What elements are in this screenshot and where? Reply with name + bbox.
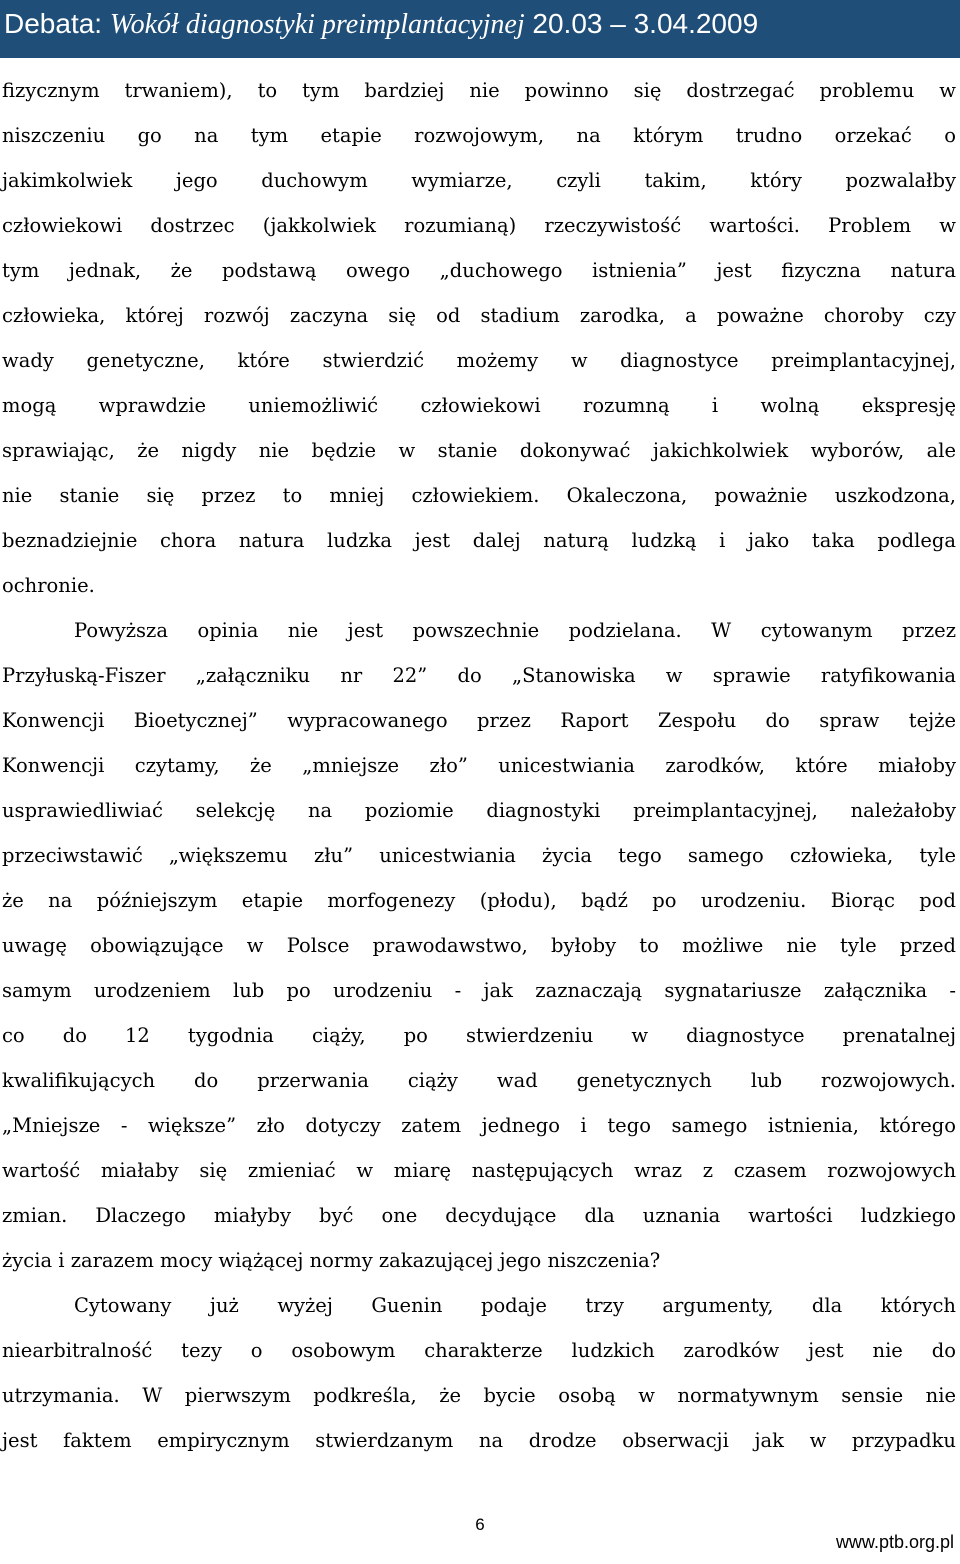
text-line: ochronie. bbox=[2, 574, 95, 597]
header-bar bbox=[0, 0, 960, 58]
text-line: nie stanie się przez to mniej człowiekiem. Okaleczona, poważnie uszkodzona, bbox=[2, 484, 956, 507]
text-line: uwagę obowiązujące w Polsce prawodawstwo, byłoby to możliwe nie tyle przed bbox=[2, 934, 956, 957]
text-line: niszczeniu go na tym etapie rozwojowym, na którym trudno orzekać o bbox=[2, 124, 956, 147]
text-line: beznadziejnie chora natura ludzka jest dalej naturą ludzką i jako taka podlega bbox=[2, 529, 956, 552]
text-line: życia i zarazem mocy wiążącej normy zakazującej jego niszczenia? bbox=[2, 1249, 661, 1272]
text-line: mogą wprawdzie uniemożliwić człowiekowi rozumną i wolną ekspresję bbox=[2, 394, 956, 417]
text-line: jest faktem empirycznym stwierdzanym na drodze obserwacji jak w przypadku bbox=[2, 1429, 956, 1452]
page-number: 6 bbox=[475, 1515, 485, 1534]
text-line: tym jednak, że podstawą owego „duchowego istnienia” jest fizyczna natura bbox=[2, 259, 956, 282]
text-line: że na późniejszym etapie morfogenezy (płodu), bądź po urodzeniu. Biorąc pod bbox=[2, 889, 956, 912]
text-line: sprawiając, że nigdy nie będzie w stanie dokonywać jakichkolwiek wyborów, ale bbox=[2, 439, 956, 462]
header-dates: 20.03 – 3.04.2009 bbox=[524, 8, 759, 39]
text-line: jakimkolwiek jego duchowym wymiarze, czyli takim, który pozwalałby bbox=[2, 169, 956, 192]
text-line: człowiekowi dostrzec (jakkolwiek rozumianą) rzeczywistość wartości. Problem w bbox=[2, 214, 956, 237]
text-line: Konwencji czytamy, że „mniejsze zło” unicestwiania zarodków, które miałoby bbox=[2, 754, 956, 777]
text-line: Cytowany już wyżej Guenin podaje trzy argumenty, dla których bbox=[74, 1294, 956, 1317]
text-line: usprawiedliwiać selekcję na poziomie diagnostyki preimplantacyjnej, należałoby bbox=[2, 799, 956, 822]
text-line: fizycznym trwaniem), to tym bardziej nie powinno się dostrzegać problemu w bbox=[2, 79, 956, 102]
text-line: kwalifikujących do przerwania ciąży wad genetycznych lub rozwojowych. bbox=[2, 1069, 956, 1092]
text-line: Przyłuską-Fiszer „załączniku nr 22” do „Stanowiska w sprawie ratyfikowania bbox=[2, 664, 956, 687]
text-line: „Mniejsze - większe” zło dotyczy zatem jednego i tego samego istnienia, którego bbox=[2, 1114, 956, 1137]
header-title-italic: Wokół diagnostyki preimplantacyjnej bbox=[109, 9, 525, 40]
site-url: www.ptb.org.pl bbox=[835, 1532, 954, 1552]
text-line: wartość miałaby się zmieniać w miarę następujących wraz z czasem rozwojowych bbox=[2, 1159, 956, 1182]
text-line: co do 12 tygodnia ciąży, po stwierdzeniu w diagnostyce prenatalnej bbox=[2, 1024, 956, 1047]
body-text bbox=[2, 68, 956, 1463]
text-line: Powyższa opinia nie jest powszechnie podzielana. W cytowanym przez bbox=[74, 619, 956, 642]
text-line: wady genetyczne, które stwierdzić możemy w diagnostyce preimplantacyjnej, bbox=[2, 349, 956, 372]
text-line: samym urodzeniem lub po urodzeniu - jak zaznaczają sygnatariusze załącznika - bbox=[2, 979, 956, 1002]
text-line: zmian. Dlaczego miałyby być one decydujące dla uznania wartości ludzkiego bbox=[2, 1204, 956, 1227]
text-line: człowieka, której rozwój zaczyna się od stadium zarodka, a poważne choroby czy bbox=[2, 304, 956, 327]
text-line: utrzymania. W pierwszym podkreśla, że bycie osobą w normatywnym sensie nie bbox=[2, 1384, 956, 1407]
text-line: niearbitralność tezy o osobowym charakterze ludzkich zarodków jest nie do bbox=[2, 1339, 956, 1362]
text-line: przeciwstawić „większemu złu” unicestwiania życia tego samego człowieka, tyle bbox=[2, 844, 956, 867]
header-label: Debata: bbox=[4, 8, 110, 39]
header-title bbox=[4, 7, 758, 42]
text-line: Konwencji Bioetycznej” wypracowanego przez Raport Zespołu do spraw tejże bbox=[2, 709, 956, 732]
